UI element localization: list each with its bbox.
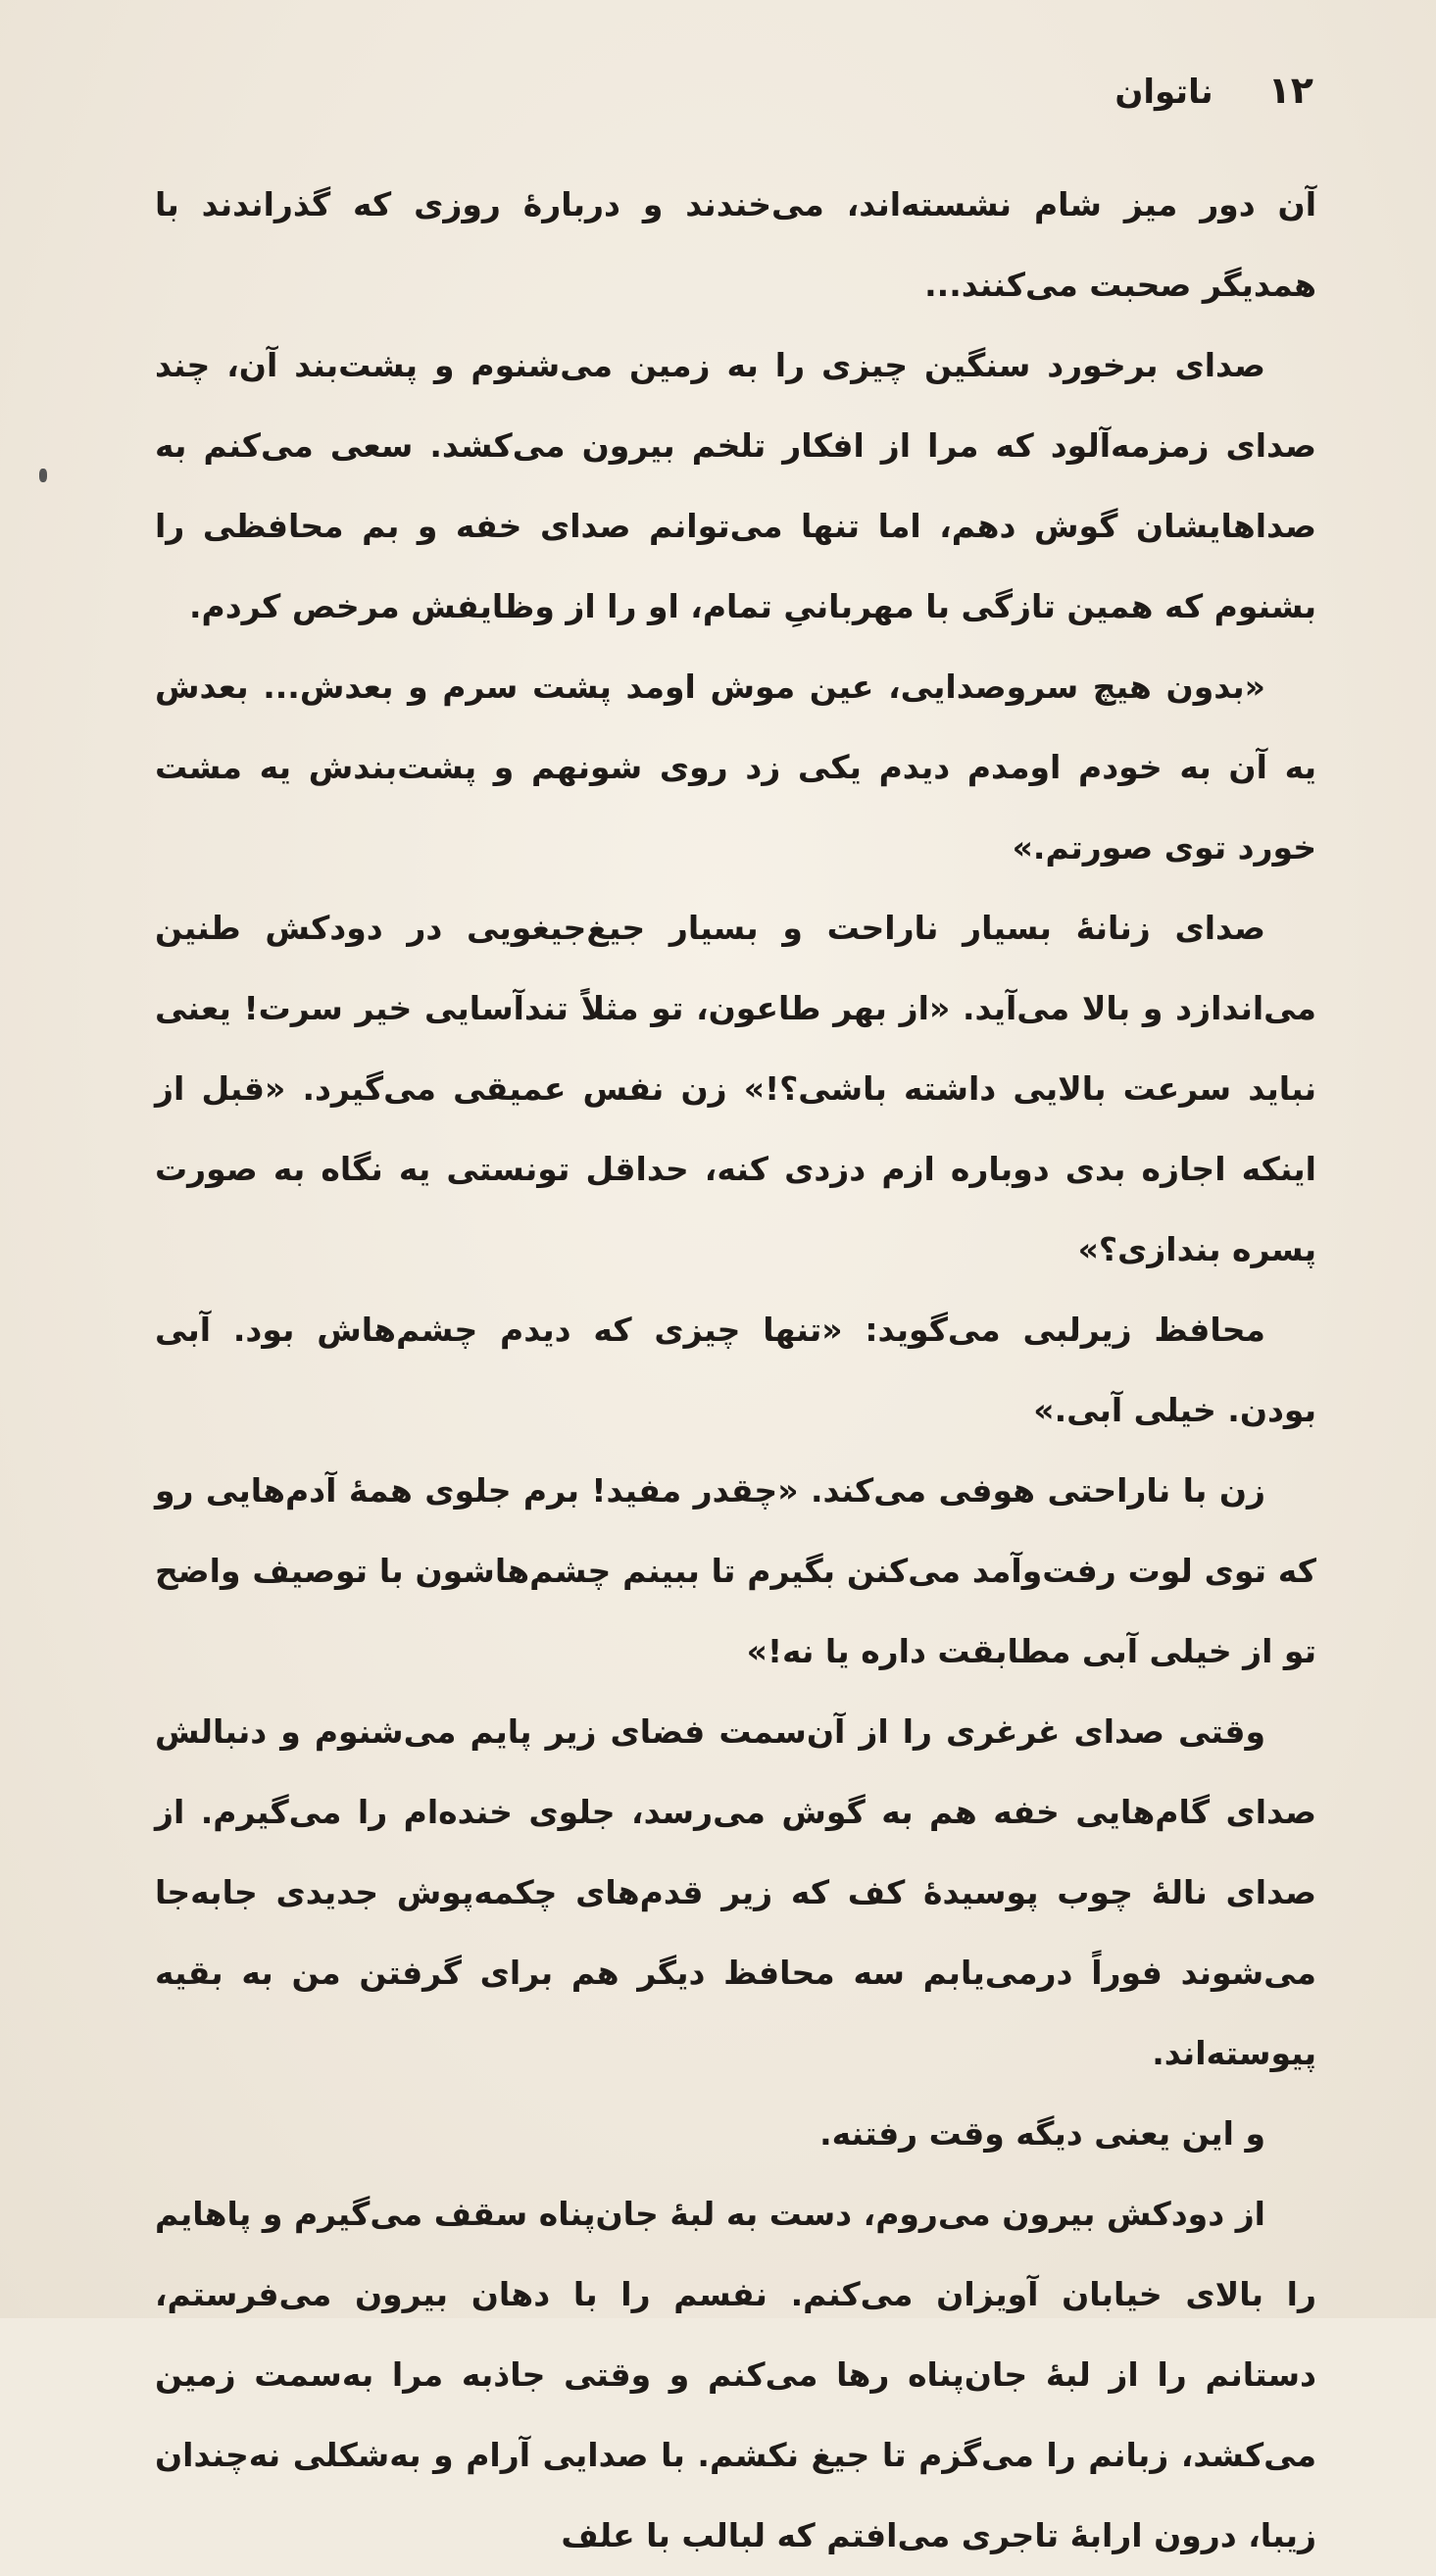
paragraph-8: و این یعنی دیگه وقت رفتنه. xyxy=(819,2114,1265,2153)
margin-ink-mark xyxy=(39,469,47,482)
paragraph-9: از دودکش بیرون می‌روم، دست به لبهٔ جان‌پناه سقف می‌گیرم و پاهایم را بالای خیابان آویزان می‌کنم. نفسم را با دهان بیرون می‌فرستم، دستانم را از لبهٔ جان‌پناه رها می‌کنم و وقتی جاذبه مرا به‌سمت زمین می‌کشد، زبانم را می‌گزم تا جیغ نکشم. با صدایی آرام و به‌شکلی نه‌چندان زیبا، درون ارابهٔ تاجری می‌افتم که لبالب با علف xyxy=(155,2195,1316,2554)
paragraph-2: صدای برخورد سنگین چیزی را به زمین می‌شنوم و پشت‌بند آن، چند صدای زمزمه‌آلود که مرا از افکار تلخم بیرون می‌کشد. سعی می‌کنم به صداهایشان گوش دهم، اما تنها می‌توانم صدای خفه و بم محافظی را بشنوم که همین تازگی با مهربانیِ تمام، او را از وظایفش مرخص کردم. xyxy=(155,346,1316,625)
paragraph-6: زن با ناراحتی هوفی می‌کند. «چقدر مفید! برم جلوی همهٔ آدم‌هایی رو که توی لوت رفت‌وآمد می‌کنن بگیرم تا ببینم چشم‌هاشون با توصیف واضح تو از خیلی آبی مطابقت داره یا نه!» xyxy=(155,1471,1316,1670)
paragraph-3: «بدون هیچ سروصدایی، عین موش اومد پشت سرم و بعدش... بعدش یه آن به خودم اومدم دیدم یکی زد روی شونهم و پشت‌بندش یه مشت خورد توی صورتم.» xyxy=(155,668,1316,867)
paragraph-1: آن دور میز شام نشسته‌اند، می‌خندند و دربارهٔ روزی که گذراندند با همدیگر صحبت می‌کنند... xyxy=(155,185,1316,304)
running-title: ناتوان xyxy=(1114,73,1213,112)
paragraph-4: صدای زنانهٔ بسیار ناراحت و بسیار جیغ‌جیغویی در دودکش طنین می‌اندازد و بالا می‌آید. «از بهر طاعون، تو مثلاً تندآسایی خیر سرت! یعنی نباید سرعت بالایی داشته باشی؟!» زن نفس عمیقی می‌گیرد. «قبل از اینکه اجازه بدی دوباره ازم دزدی کنه، حداقل تونستی یه نگاه به صورت پسره بندازی؟» xyxy=(155,909,1316,1268)
paragraph-7: وقتی صدای غرغری را از آن‌سمت فضای زیر پایم می‌شنوم و دنبالش صدای گام‌هایی خفه هم به گوش می‌رسد، جلوی خنده‌ام را می‌گیرم. از صدای نالهٔ چوب پوسیدهٔ کف که زیر قدم‌های چکمه‌پوش جدیدی جابه‌جا می‌شوند فوراً درمی‌یابم سه محافظ دیگر هم برای گرفتن من به بقیه پیوسته‌اند. xyxy=(155,1712,1316,2072)
page-header xyxy=(1114,69,1313,112)
paragraph-5: محافظ زیرلبی می‌گوید: «تنها چیزی که دیدم چشم‌هاش بود. آبی بودن. خیلی آبی.» xyxy=(155,1311,1316,1429)
body-text xyxy=(155,165,1316,2576)
page-number: ۱۲ xyxy=(1267,69,1313,112)
